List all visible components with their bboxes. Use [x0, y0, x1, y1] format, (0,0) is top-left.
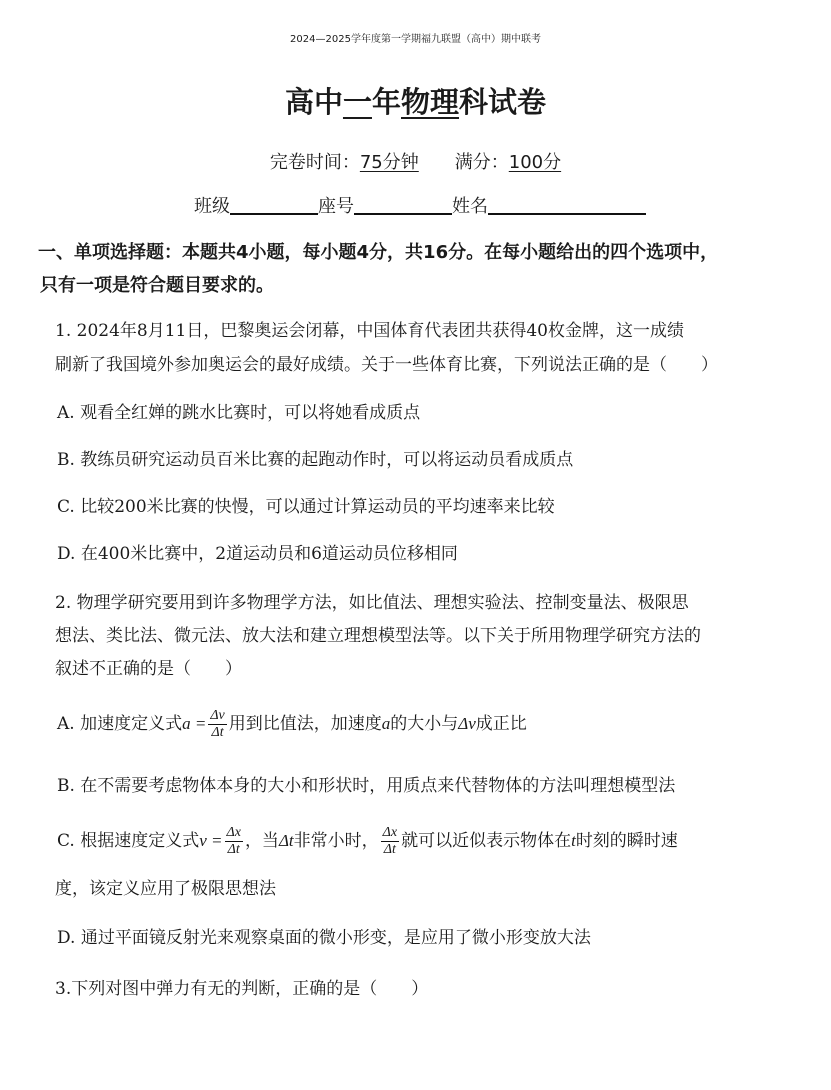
q2-line-3: 叙述不正确的是（ ）: [55, 659, 242, 679]
paper-title: [0, 80, 831, 121]
class-blank[interactable]: [230, 193, 318, 215]
q2-option-a-text: A. 加速度定义式: [57, 714, 183, 734]
time-label: 完卷时间：: [269, 152, 360, 173]
q2-option-b: B. 在不需要考虑物体本身的大小和形状时，用质点来代替物体的方法叫理想模型法: [57, 776, 676, 796]
formula-lhs: a =: [182, 714, 207, 733]
title-grade: 一: [342, 85, 372, 119]
name-label: 姓名: [452, 196, 488, 217]
class-label: 班级: [194, 196, 230, 217]
title-prefix: 高中: [284, 85, 343, 119]
section-line-2: 只有一项是符合题目要求的。: [40, 275, 274, 296]
title-mid: 年: [371, 85, 401, 119]
section-heading: [40, 236, 820, 302]
q2-option-c-line-2: 度，该定义应用了极限思想法: [55, 879, 276, 899]
section-line-1: 一、单项选择题：本题共4小题，每小题4分，共16分。在每小题给出的四个选项中，: [38, 242, 719, 263]
fraction-dx-dt-2: $\frac{\Delta x}{\Delta t}$: [382, 825, 398, 857]
seat-label: 座号: [318, 196, 354, 217]
q2-line-2: 想法、类比法、微元法、放大法和建立理想模型法等。以下关于所用物理学研究方法的: [55, 626, 701, 646]
formula-lhs: v =: [199, 831, 223, 850]
q2-option-a: A. 加速度定义式a = $\frac{\Delta v}{\Delta t}$ 用到比值法，加速度a的大小与Δv成正比: [57, 708, 527, 740]
q1-line-2: 刷新了我国境外参加奥运会的最好成绩。关于一些体育比赛，下列说法正确的是（ ）: [55, 355, 718, 375]
time-value: 75分钟: [359, 152, 419, 173]
fraction-dx-dt: $\frac{\Delta x}{\Delta t}$: [226, 825, 241, 857]
q2-line-1: 2. 物理学研究要用到许多物理学方法，如比值法、理想实验法、控制变量法、极限思: [55, 593, 689, 613]
q3-text: 3.下列对图中弹力有无的判断，正确的是（ ）: [55, 979, 429, 999]
student-info: [194, 192, 646, 218]
q1-option-d: D. 在400米比赛中，2道运动员和6道运动员位移相同: [57, 544, 458, 564]
score-label: 满分：: [454, 152, 509, 173]
exam-meta: [0, 148, 831, 174]
q1-option-a: A. 观看全红婵的跳水比赛时，可以将她看成质点: [57, 403, 421, 423]
q1-line-1: 1. 2024年8月11日，巴黎奥运会闭幕，中国体育代表团共获得40枚金牌，这一成绩: [55, 321, 684, 341]
exam-header: 2024—2025学年度第一学期福九联盟（高中）期中联考: [290, 34, 541, 45]
title-subject: 物理: [401, 85, 460, 119]
q2-option-c-text: C. 根据速度定义式: [57, 831, 200, 851]
q1-option-b: B. 教练员研究运动员百米比赛的起跑动作时，可以将运动员看成质点: [57, 450, 574, 470]
q2-option-c: C. 根据速度定义式v = $\frac{\Delta x}{\Delta t}$ ，当Δt非常小时， $\frac{\Delta x}{\Delta t}$ 就可以近似表示物体在t时刻的瞬时速: [57, 825, 678, 857]
seat-blank[interactable]: [354, 193, 452, 215]
fraction-dv-dt: $\frac{\Delta v}{\Delta t}$: [210, 708, 225, 740]
name-blank[interactable]: [488, 193, 646, 215]
q1-option-c: C. 比较200米比赛的快慢，可以通过计算运动员的平均速率来比较: [57, 497, 555, 517]
score-value: 100分: [508, 152, 562, 173]
title-suffix: 科试卷: [459, 85, 547, 119]
q2-option-d: D. 通过平面镜反射光来观察桌面的微小形变，是应用了微小形变放大法: [57, 928, 591, 948]
